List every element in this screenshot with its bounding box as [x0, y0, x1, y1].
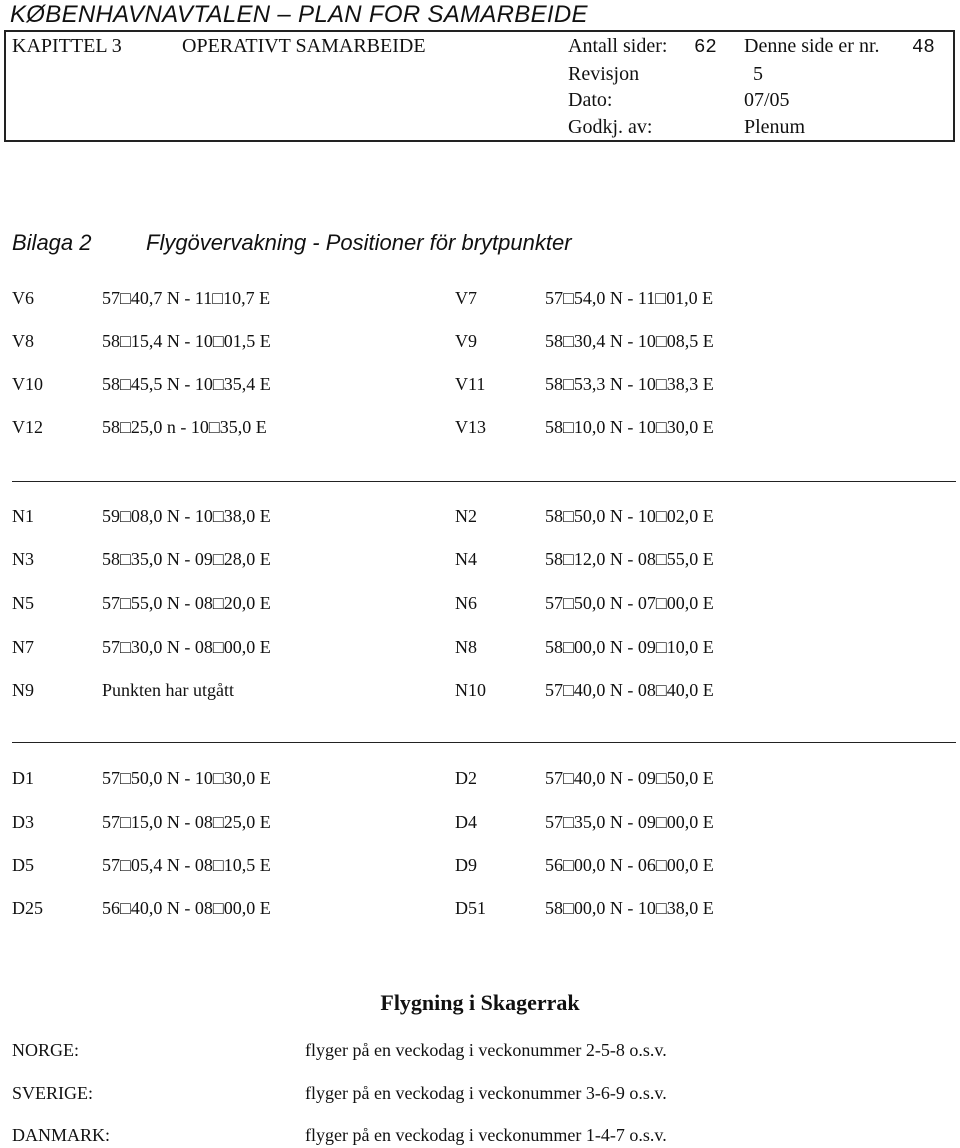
point-id: V7 [455, 288, 477, 308]
page-number-label: Denne side er nr. [744, 35, 880, 57]
point-coordinates: 57□40,7 N - 11□10,7 E [102, 288, 271, 308]
point-id: N6 [455, 593, 477, 613]
point-id: N3 [12, 549, 34, 569]
point-id: V8 [12, 331, 34, 351]
point-coordinates: 58□10,0 N - 10□30,0 E [545, 417, 714, 437]
point-id: N8 [455, 637, 477, 657]
point-id: V6 [12, 288, 34, 308]
section-divider [12, 481, 956, 482]
point-id: N10 [455, 680, 486, 700]
revision-label: Revisjon [568, 63, 640, 85]
point-id: D9 [455, 855, 477, 875]
schedule-text: flyger på en veckodag i veckonummer 3-6-9 o.s.v. [305, 1083, 667, 1103]
point-coordinates: 58□50,0 N - 10□02,0 E [545, 506, 714, 526]
table-row [0, 288, 960, 314]
point-coordinates: 57□50,0 N - 07□00,0 E [545, 593, 714, 613]
document-title: KØBENHAVNAVTALEN – PLAN FOR SAMARBEIDE [10, 1, 588, 28]
point-id: D1 [12, 768, 34, 788]
skagerrak-heading: Flygning i Skagerrak [380, 990, 580, 1015]
point-coordinates: 57□54,0 N - 11□01,0 E [545, 288, 714, 308]
point-coordinates: 57□40,0 N - 08□40,0 E [545, 680, 714, 700]
point-id: N1 [12, 506, 34, 526]
table-row [0, 593, 960, 619]
point-id: N2 [455, 506, 477, 526]
country-label: DANMARK: [12, 1125, 111, 1145]
schedule-text: flyger på en veckodag i veckonummer 2-5-8 o.s.v. [305, 1040, 667, 1060]
page-number-value: 48 [912, 36, 935, 58]
point-coordinates: 58□25,0 n - 10□35,0 E [102, 417, 267, 437]
point-id: D5 [12, 855, 34, 875]
country-label: NORGE: [12, 1040, 79, 1060]
point-coordinates: 57□55,0 N - 08□20,0 E [102, 593, 271, 613]
point-coordinates: 58□00,0 N - 10□38,0 E [545, 898, 714, 918]
point-id: N4 [455, 549, 477, 569]
table-row [0, 898, 960, 924]
point-coordinates: 58□00,0 N - 09□10,0 E [545, 637, 714, 657]
chapter-title: OPERATIVT SAMARBEIDE [182, 35, 426, 57]
point-id: D25 [12, 898, 43, 918]
point-coordinates: 57□15,0 N - 08□25,0 E [102, 812, 271, 832]
point-coordinates: 58□53,3 N - 10□38,3 E [545, 374, 714, 394]
point-coordinates: 57□40,0 N - 09□50,0 E [545, 768, 714, 788]
appendix-title: Flygövervakning - Positioner för brytpunkter [146, 230, 572, 255]
point-id: D51 [455, 898, 486, 918]
table-row [0, 680, 960, 706]
header-box [4, 30, 955, 142]
point-coordinates: 58□15,4 N - 10□01,5 E [102, 331, 271, 351]
approved-value: Plenum [744, 116, 806, 138]
point-coordinates: 58□30,4 N - 10□08,5 E [545, 331, 714, 351]
table-row [0, 417, 960, 443]
point-coordinates: 58□35,0 N - 09□28,0 E [102, 549, 271, 569]
section-divider [12, 742, 956, 743]
point-coordinates: 58□45,5 N - 10□35,4 E [102, 374, 271, 394]
pages-value: 62 [694, 36, 717, 58]
point-coordinates: 59□08,0 N - 10□38,0 E [102, 506, 271, 526]
point-coordinates: Punkten har utgått [102, 680, 234, 700]
date-label: Dato: [568, 89, 613, 111]
pages-label: Antall sider: [568, 35, 668, 57]
point-id: V11 [455, 374, 486, 394]
point-coordinates: 57□35,0 N - 09□00,0 E [545, 812, 714, 832]
point-id: N9 [12, 680, 34, 700]
point-coordinates: 56□00,0 N - 06□00,0 E [545, 855, 714, 875]
chapter-label: KAPITTEL 3 [12, 35, 122, 57]
point-id: D3 [12, 812, 34, 832]
date-value: 07/05 [744, 89, 790, 111]
point-id: V13 [455, 417, 486, 437]
point-coordinates: 57□50,0 N - 10□30,0 E [102, 768, 271, 788]
point-id: V10 [12, 374, 43, 394]
point-id: V9 [455, 331, 477, 351]
table-row [0, 768, 960, 794]
point-coordinates: 57□30,0 N - 08□00,0 E [102, 637, 271, 657]
approved-label: Godkj. av: [568, 116, 653, 138]
table-row [0, 374, 960, 400]
table-row [0, 637, 960, 663]
table-row [0, 331, 960, 357]
point-id: N5 [12, 593, 34, 613]
point-id: D4 [455, 812, 477, 832]
table-row [0, 812, 960, 838]
schedule-text: flyger på en veckodag i veckonummer 1-4-7 o.s.v. [305, 1125, 667, 1145]
point-coordinates: 57□05,4 N - 08□10,5 E [102, 855, 271, 875]
appendix-label: Bilaga 2 [12, 230, 92, 255]
country-label: SVERIGE: [12, 1083, 93, 1103]
table-row [0, 855, 960, 881]
point-id: V12 [12, 417, 43, 437]
revision-value: 5 [753, 63, 763, 85]
point-id: N7 [12, 637, 34, 657]
point-coordinates: 58□12,0 N - 08□55,0 E [545, 549, 714, 569]
point-coordinates: 56□40,0 N - 08□00,0 E [102, 898, 271, 918]
table-row [0, 506, 960, 532]
table-row [0, 549, 960, 575]
point-id: D2 [455, 768, 477, 788]
